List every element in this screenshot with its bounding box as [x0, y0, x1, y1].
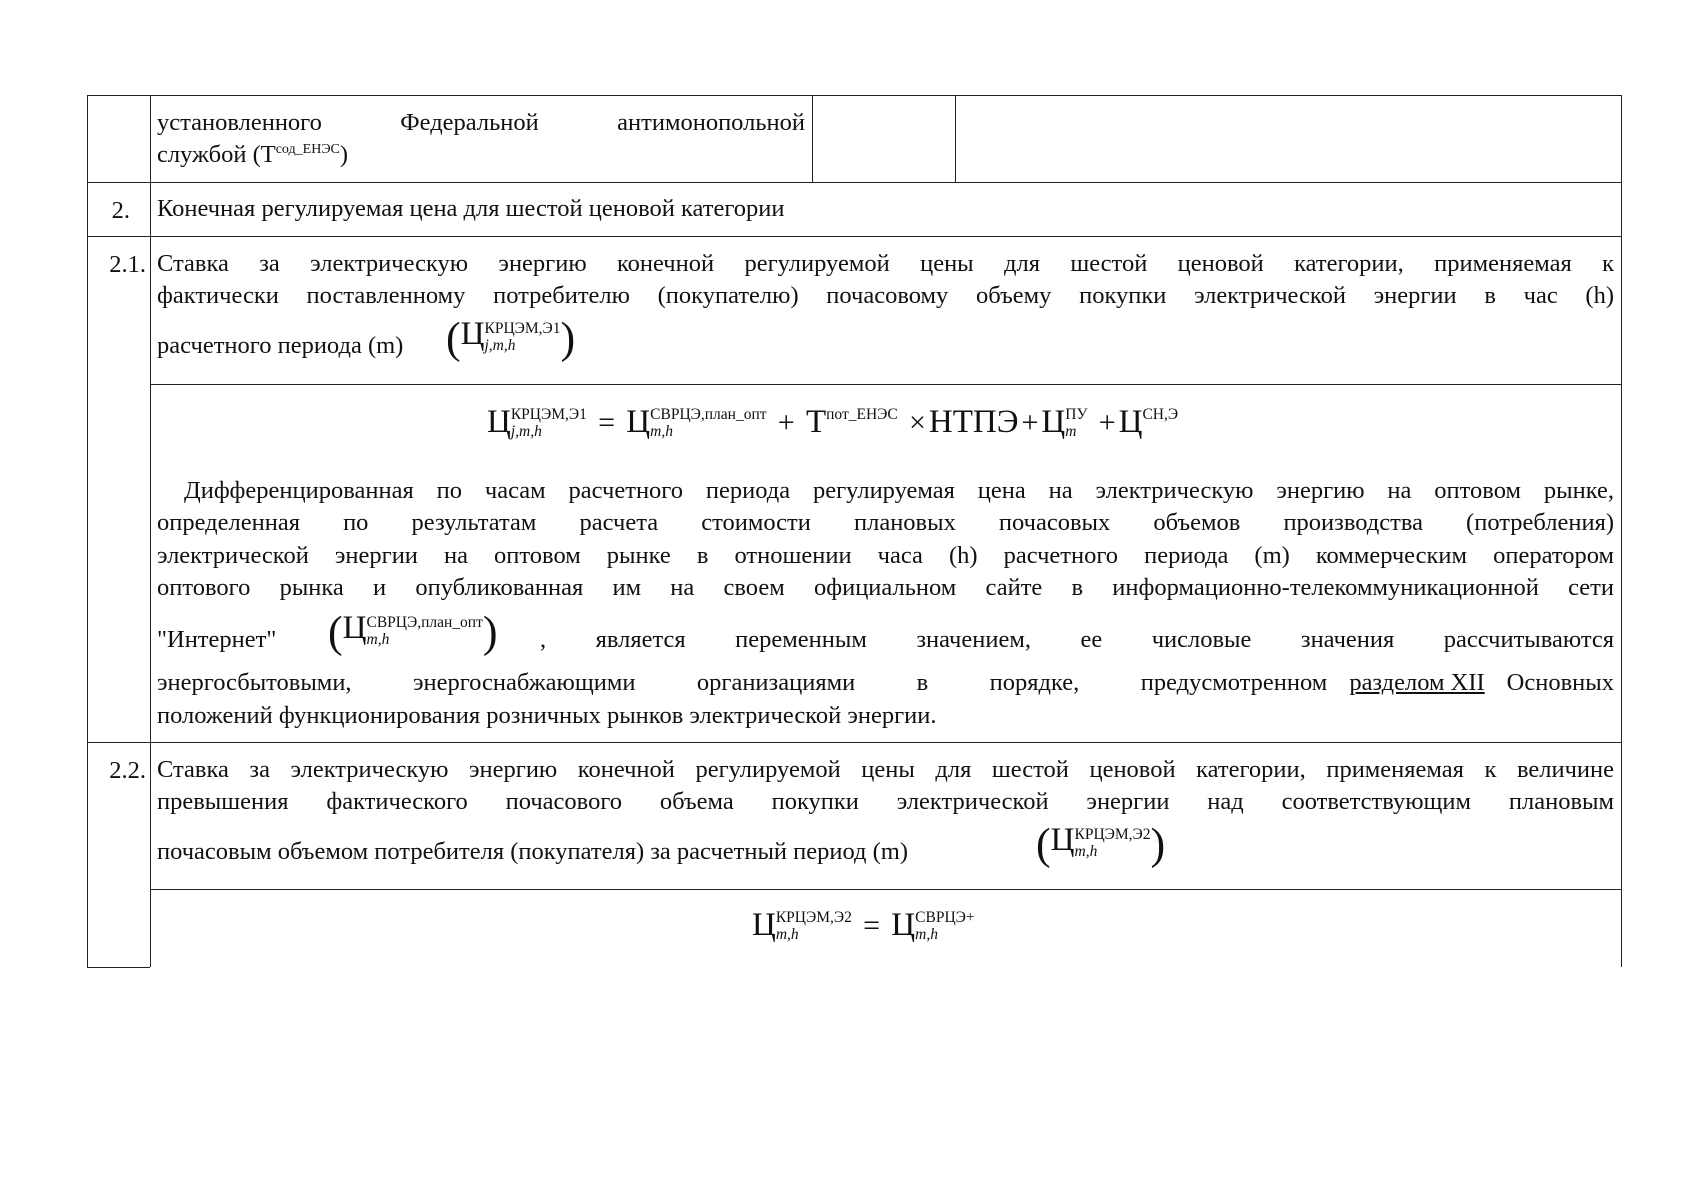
row-divider-21-inner	[150, 384, 1622, 385]
row22-inline-symbol: (Ц КРЦЭМ,Э2 m,h )	[1036, 819, 1166, 869]
row-divider-1	[87, 182, 1622, 183]
row2-heading: Конечная регулируемая цена для шестой ценовой категории	[157, 195, 785, 222]
row22-text-line3: почасовым объемом потребителя (покупателя) за расчетный период (m)	[157, 838, 909, 865]
row-divider-3	[87, 742, 1622, 743]
row21-para-line2: определенная по результатам расчета стоимости плановых почасовых объемов производства (потребления)	[157, 509, 1614, 536]
row21-text-line2: фактически поставленному потребителю (покупателю) почасовому объему покупки электрической энергии в час (h)	[157, 282, 1614, 309]
table-bottom-left	[87, 967, 150, 968]
table-left-border	[87, 95, 88, 967]
row21-text-line3: расчетного периода (m)	[157, 332, 404, 359]
row21-para-line5-end: , является переменным значением, ее числовые значения рассчитываются	[540, 626, 1614, 653]
row-divider-22-inner	[150, 889, 1622, 890]
row-divider-2	[87, 236, 1622, 237]
section-xii-link[interactable]: разделом XII	[1349, 669, 1485, 696]
row22-formula: Ц КРЦЭМ,Э2 m,h = Ц СВРЦЭ+ m,h	[752, 907, 975, 944]
row22-text-line2: превышения фактического почасового объема покупки электрической энергии над соответствующим плановым	[157, 788, 1614, 815]
row-number: 2.1.	[109, 251, 146, 278]
row21-para-line7: положений функционирования розничных рынков электрической энергии.	[157, 702, 937, 729]
row22-text-line1: Ставка за электрическую энергию конечной регулируемой цены для шестой ценовой категории, применяемая к величине	[157, 756, 1614, 783]
row-number: 2.	[111, 197, 130, 224]
row21-para-line5-symbol: (Ц СВРЦЭ,план_опт m,h )	[328, 607, 498, 657]
number-column-border	[150, 95, 151, 967]
table-right-border	[1621, 95, 1622, 967]
row21-formula: Ц КРЦЭМ,Э1 j,m,h = Ц СВРЦЭ,план_опт m,h + Т пот_ЕНЭС ×НТПЭ +Ц ПУ m +Ц СН,Э	[487, 404, 1179, 441]
row21-para-line1: Дифференцированная по часам расчетного периода регулируемая цена на электрическую энергию на оптовом рынке,	[184, 477, 1614, 504]
row0-text-line2: службой $(Т^{сод\_ЕНЭС})$	[157, 141, 349, 168]
row21-para-line3: электрической энергии на оптовом рынке в отношении часа (h) расчетного периода (m) коммерческим оператором	[157, 542, 1614, 569]
row-number: 2.2.	[109, 757, 146, 784]
row21-text-line1: Ставка за электрическую энергию конечной регулируемой цены для шестой ценовой категории, применяемая к	[157, 250, 1614, 277]
row0-col3-border	[812, 95, 813, 182]
row21-inline-symbol: (Ц КРЦЭМ,Э1 j,m,h )	[446, 313, 576, 363]
row0-text-line1: установленного Федеральной антимонопольной	[157, 109, 805, 136]
row21-para-line4: оптового рынка и опубликованная им на своем официальном сайте в информационно-телекоммуникационной сети	[157, 574, 1614, 601]
table-top-border	[87, 95, 1622, 96]
row21-para-line5-start: "Интернет"	[157, 626, 277, 653]
row0-col4-border	[955, 95, 956, 182]
row21-para-line6: энергосбытовыми, энергоснабжающими организациями в порядке, предусмотренном разделом XII Основных	[157, 667, 1614, 700]
